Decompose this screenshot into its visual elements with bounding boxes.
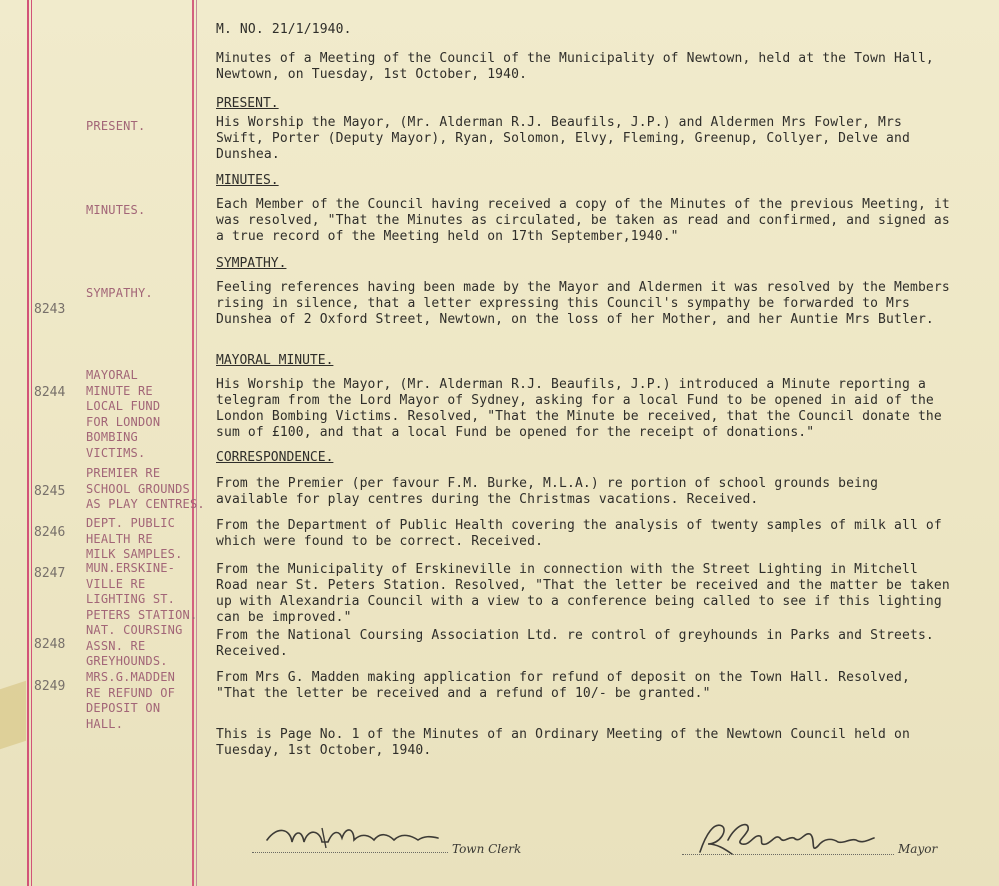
minutes-heading: MINUTES.: [216, 173, 279, 188]
correspondence-text-8245: From the Premier (per favour F.M. Burke, M.L.A.) re portion of school grounds being available for play centres during the Christmas vacations. Received.: [216, 476, 879, 507]
correspondence-ref-8245: 8245: [34, 484, 66, 499]
margin-rule-left-outer: [27, 0, 29, 886]
mayoral-heading: MAYORAL MINUTE.: [216, 353, 334, 368]
correspondence-ref-8249: 8249: [34, 679, 66, 694]
town-clerk-label: Town Clerk: [452, 842, 522, 856]
present-heading: PRESENT.: [216, 96, 279, 111]
minutes-margin-note: MINUTES.: [86, 203, 146, 217]
mayoral-text: His Worship the Mayor, (Mr. Alderman R.J. Beaufils, J.P.) introduced a Minute reporting a telegram from the Lord Mayor of Sydney, asking for a local Fund to be opened in aid of the London Bombing Victims. Resolved, "That the Minute be received, that the Council donate the sum of £100, and that a local Fund be opened for the receipt of donations.": [216, 377, 942, 440]
present-margin-note: PRESENT.: [86, 119, 146, 133]
correspondence-margin-8248: NAT. COURSING ASSN. RE GREYHOUNDS.: [86, 623, 183, 668]
page-footer-note: This is Page No. 1 of the Minutes of an Ordinary Meeting of the Newtown Council held on Tuesday, 1st October, 1940.: [216, 727, 910, 758]
correspondence-heading: CORRESPONDENCE.: [216, 450, 334, 465]
sympathy-margin-note: SYMPATHY.: [86, 286, 153, 300]
correspondence-ref-8248: 8248: [34, 637, 66, 652]
correspondence-text-8246: From the Department of Public Health covering the analysis of twenty samples of milk all of which were found to be correct. Received.: [216, 518, 942, 549]
sympathy-ref-number: 8243: [34, 302, 66, 317]
correspondence-margin-8249: MRS.G.MADDEN RE REFUND OF DEPOSIT ON HALL.: [86, 670, 176, 731]
tape-mark: [0, 681, 26, 749]
margin-rule-left-inner: [31, 0, 32, 886]
mayor-signature-line: [682, 854, 894, 855]
minute-number: M. NO. 21/1/1940.: [216, 22, 352, 37]
correspondence-text-8248: From the National Coursing Association Ltd. re control of greyhounds in Parks and Streets. Received.: [216, 628, 934, 659]
correspondence-text-8247: From the Municipality of Erskineville in connection with the Street Lighting in Mitchell Road near St. Peters Station. Resolved, "That the letter be received and the matter be taken up with Alexandria Council with a view to a conference being called to see if this lighting can be improved.": [216, 562, 950, 625]
correspondence-margin-8247: MUN.ERSKINE- VILLE RE LIGHTING ST. PETERS STATION.: [86, 561, 198, 622]
present-text: His Worship the Mayor, (Mr. Alderman R.J. Beaufils, J.P.) and Aldermen Mrs Fowler, Mrs Swift, Porter (Deputy Mayor), Ryan, Solomon, Elvy, Fleming, Greenup, Collyer, Delve and Dunshea.: [216, 115, 910, 162]
intro-paragraph: Minutes of a Meeting of the Council of the Municipality of Newtown, held at the Town Hall, Newtown, on Tuesday, 1st October, 1940.: [216, 51, 934, 82]
correspondence-ref-8246: 8246: [34, 525, 66, 540]
correspondence-text-8249: From Mrs G. Madden making application for refund of deposit on the Town Hall. Resolved, "That the letter be received and a refund of 10/- be granted.": [216, 670, 910, 701]
mayoral-ref-number: 8244: [34, 385, 66, 400]
correspondence-margin-8246: DEPT. PUBLIC HEALTH RE MILK SAMPLES.: [86, 516, 183, 561]
mayor-label: Mayor: [898, 842, 938, 856]
correspondence-margin-8245: PREMIER RE SCHOOL GROUNDS AS PLAY CENTRES.: [86, 466, 205, 511]
town-clerk-signature-line: [252, 852, 448, 853]
sympathy-heading: SYMPATHY.: [216, 256, 287, 271]
correspondence-ref-8247: 8247: [34, 566, 66, 581]
sympathy-text: Feeling references having been made by the Mayor and Aldermen it was resolved by the Members rising in silence, that a letter expressing this Council's sympathy be forwarded to Mrs Dunshea of 2 Oxford Street, Newtown, on the loss of her Mother, and her Auntie Mrs Butler.: [216, 280, 950, 327]
minutes-text: Each Member of the Council having received a copy of the Minutes of the previous Meeting, it was resolved, "That the Minutes as circulated, be taken as read and confirmed, and signed as a true record of the Meeting held on 17th September,1940.": [216, 197, 950, 244]
town-clerk-signature: [262, 818, 452, 860]
mayor-signature: [692, 814, 882, 864]
mayoral-margin-note: MAYORAL MINUTE RE LOCAL FUND FOR LONDON BOMBING VICTIMS.: [86, 368, 161, 460]
